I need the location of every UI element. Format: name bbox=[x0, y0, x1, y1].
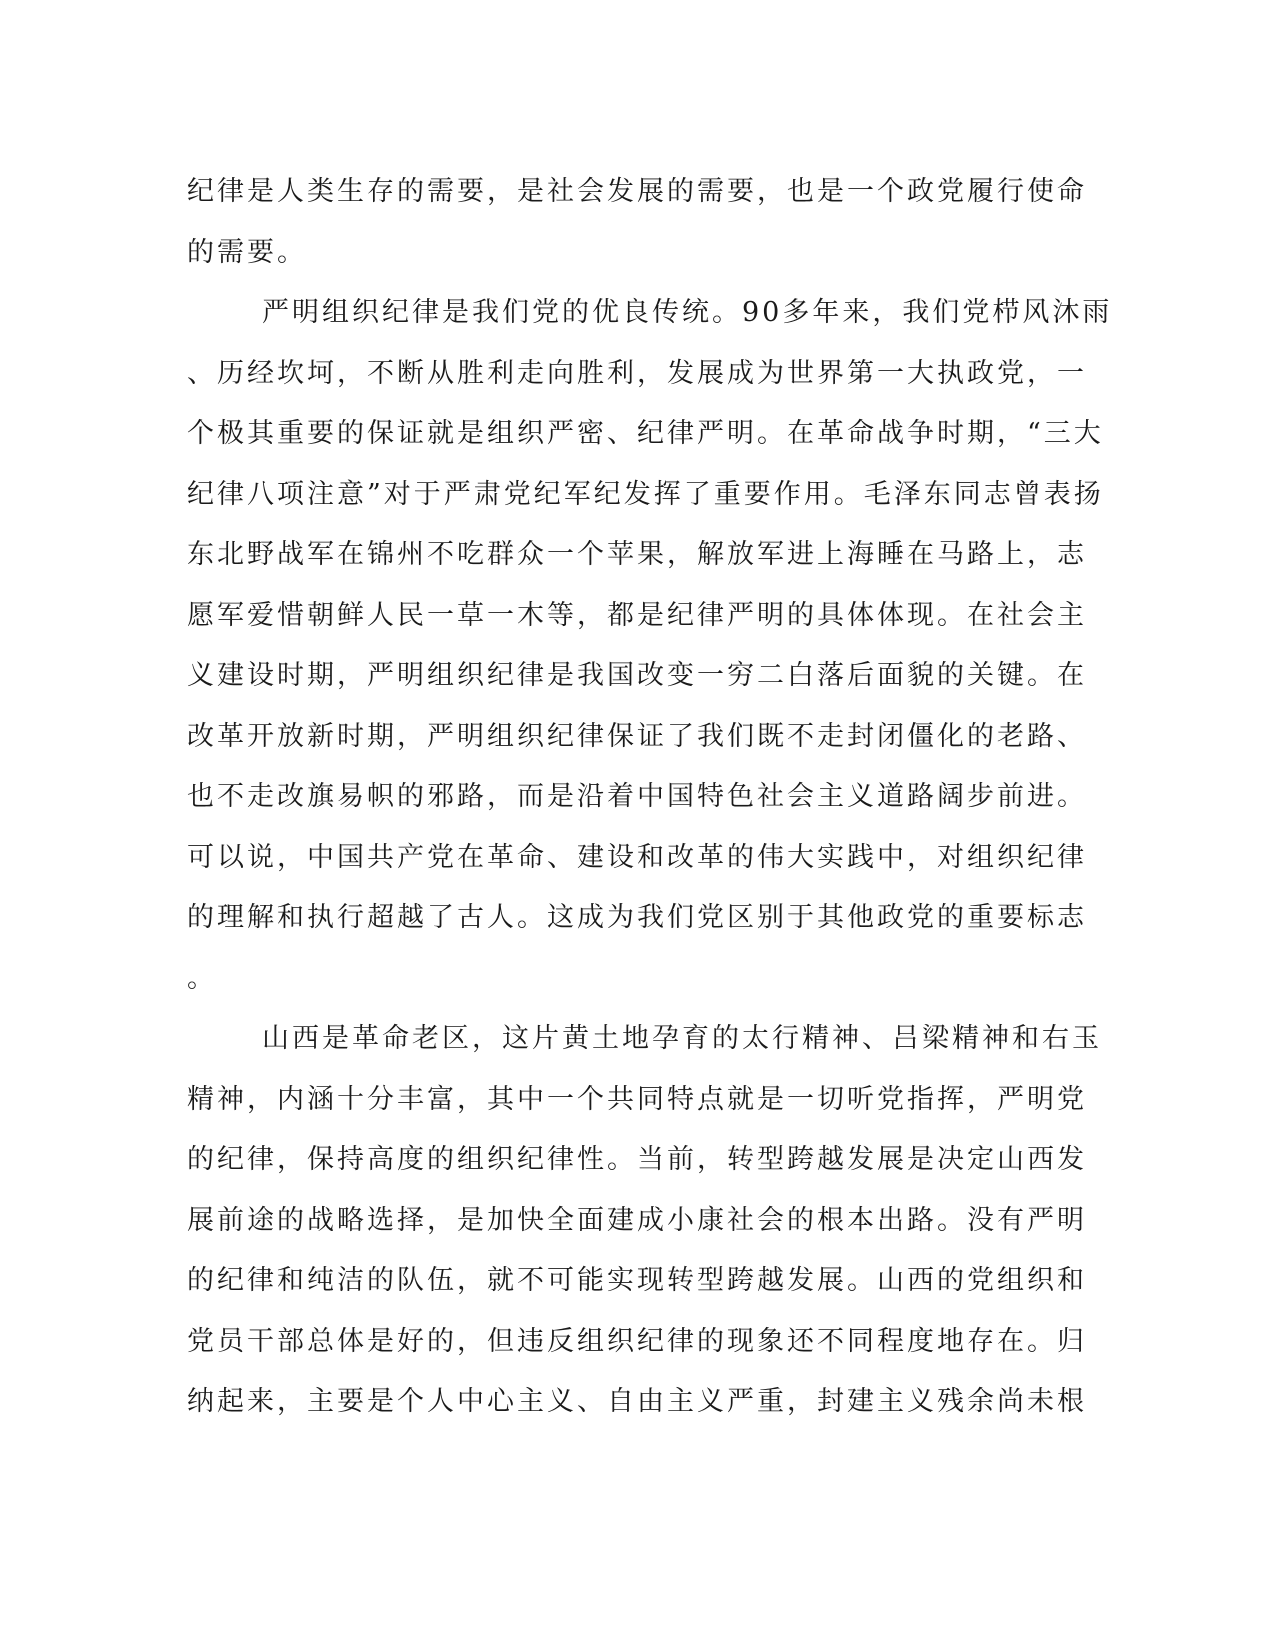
text-line: 严明组织纪律是我们党的优良传统。90多年来，我们党栉风沐雨 bbox=[262, 297, 1113, 328]
text-line: 个极其重要的保证就是组织严密、纪律严明。在革命战争时期，“三大 bbox=[187, 418, 1104, 449]
text-line: 的纪律，保持高度的组织纪律性。当前，转型跨越发展是决定山西发 bbox=[187, 1144, 1087, 1175]
text-line: 、历经坎坷，不断从胜利走向胜利，发展成为世界第一大执政党，一 bbox=[187, 357, 1087, 389]
text-line: 可以说，中国共产党在革命、建设和改革的伟大实践中，对组织纪律 bbox=[187, 841, 1087, 873]
text-line: 的纪律和纯洁的队伍，就不可能实现转型跨越发展。山西的党组织和 bbox=[187, 1265, 1087, 1296]
text-line: 。 bbox=[187, 962, 217, 994]
text-line: 也不走改旗易帜的邪路，而是沿着中国特色社会主义道路阔步前进。 bbox=[187, 781, 1087, 812]
body-text bbox=[187, 162, 1113, 1433]
text-line: 山西是革命老区，这片黄土地孕育的太行精神、吕梁精神和右玉 bbox=[262, 1023, 1102, 1054]
text-line: 的理解和执行超越了古人。这成为我们党区别于其他政党的重要标志 bbox=[187, 902, 1087, 933]
text-line: 的需要。 bbox=[187, 236, 307, 268]
text-line: 展前途的战略选择，是加快全面建成小康社会的根本出路。没有严明 bbox=[187, 1204, 1087, 1236]
text-line: 愿军爱惜朝鲜人民一草一木等，都是纪律严明的具体体现。在社会主 bbox=[187, 599, 1087, 631]
text-line: 纪律是人类生存的需要，是社会发展的需要，也是一个政党履行使命 bbox=[187, 176, 1087, 207]
paragraph bbox=[187, 162, 1087, 283]
text-line: 东北野战军在锦州不吃群众一个苹果，解放军进上海睡在马路上，志 bbox=[187, 539, 1087, 570]
text-line: 纳起来，主要是个人中心主义、自由主义严重，封建主义残余尚未根 bbox=[187, 1386, 1087, 1417]
text-line: 党员干部总体是好的，但违反组织纪律的现象还不同程度地存在。归 bbox=[187, 1325, 1087, 1357]
text-line: 改革开放新时期，严明组织纪律保证了我们既不走封闭僵化的老路、 bbox=[187, 720, 1087, 752]
paragraph bbox=[187, 283, 1113, 1009]
text-line: 精神，内涵十分丰富，其中一个共同特点就是一切听党指挥，严明党 bbox=[187, 1083, 1087, 1115]
text-line: 纪律八项注意”对于严肃党纪军纪发挥了重要作用。毛泽东同志曾表扬 bbox=[187, 478, 1104, 510]
text-line: 义建设时期，严明组织纪律是我国改变一穷二白落后面貌的关键。在 bbox=[187, 660, 1087, 691]
paragraph bbox=[187, 1009, 1102, 1433]
